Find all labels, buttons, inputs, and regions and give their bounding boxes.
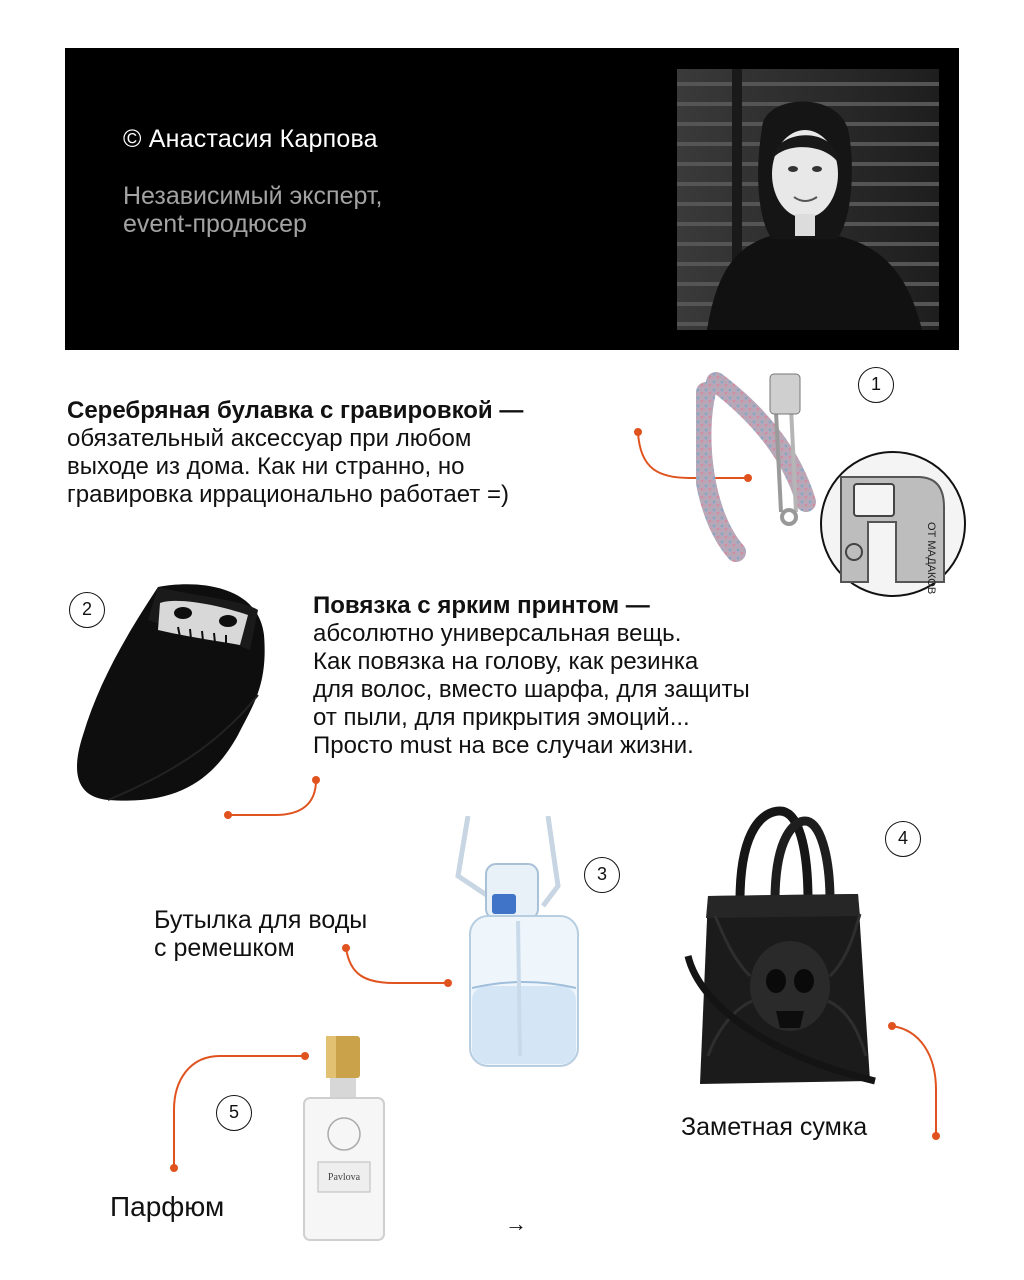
item-1-line: гравировка иррационально работает =) [67,481,509,508]
item-2-number: 2 [69,592,105,628]
item-5-number: 5 [216,1095,252,1131]
item-3-line: с ремешком [154,934,295,962]
pin-image [696,372,971,607]
item-1-line: обязательный аксессуар при любом [67,425,472,452]
item-1-line: выходе из дома. Как ни странно, но [67,453,465,480]
item-2-line: Как повязка на голову, как резинка [313,648,699,675]
arrow-right-icon[interactable]: → [505,1211,527,1236]
item-3-label [154,906,367,962]
perfume-label: Pavlova [327,1172,361,1183]
author-role-line: event-продюсер [123,210,307,238]
item-5-label: Парфюм [110,1191,225,1222]
author-name: © Анастасия Карпова [123,125,378,153]
item-1-description [67,397,523,509]
item-2-line: от пыли, для прикрытия эмоций... [313,704,690,731]
bandana-image [68,575,278,815]
author-role-line: Независимый эксперт, [123,182,383,210]
item-3-number: 3 [584,857,620,893]
item-4-label: Заметная сумка [681,1113,868,1141]
item-4-number: 4 [885,821,921,857]
item-1-title: Серебряная булавка с гравировкой — [67,397,524,424]
item-2-line: абсолютно универсальная вещь. [313,620,682,647]
bag-image [680,806,880,1101]
item-2-line: для волос, вместо шарфа, для защиты [313,676,750,703]
item-2-description [313,592,750,760]
water-bottle-image [448,816,583,1079]
item-3-line: Бутылка для воды [154,906,368,934]
perfume-image [300,1034,390,1249]
pin-engraving: ОТ МАДАКОВ [925,522,937,595]
item-1-number: 1 [858,367,894,403]
item-2-title: Повязка с ярким принтом — [313,592,650,619]
item-2-line: Просто must на все случаи жизни. [313,732,694,759]
